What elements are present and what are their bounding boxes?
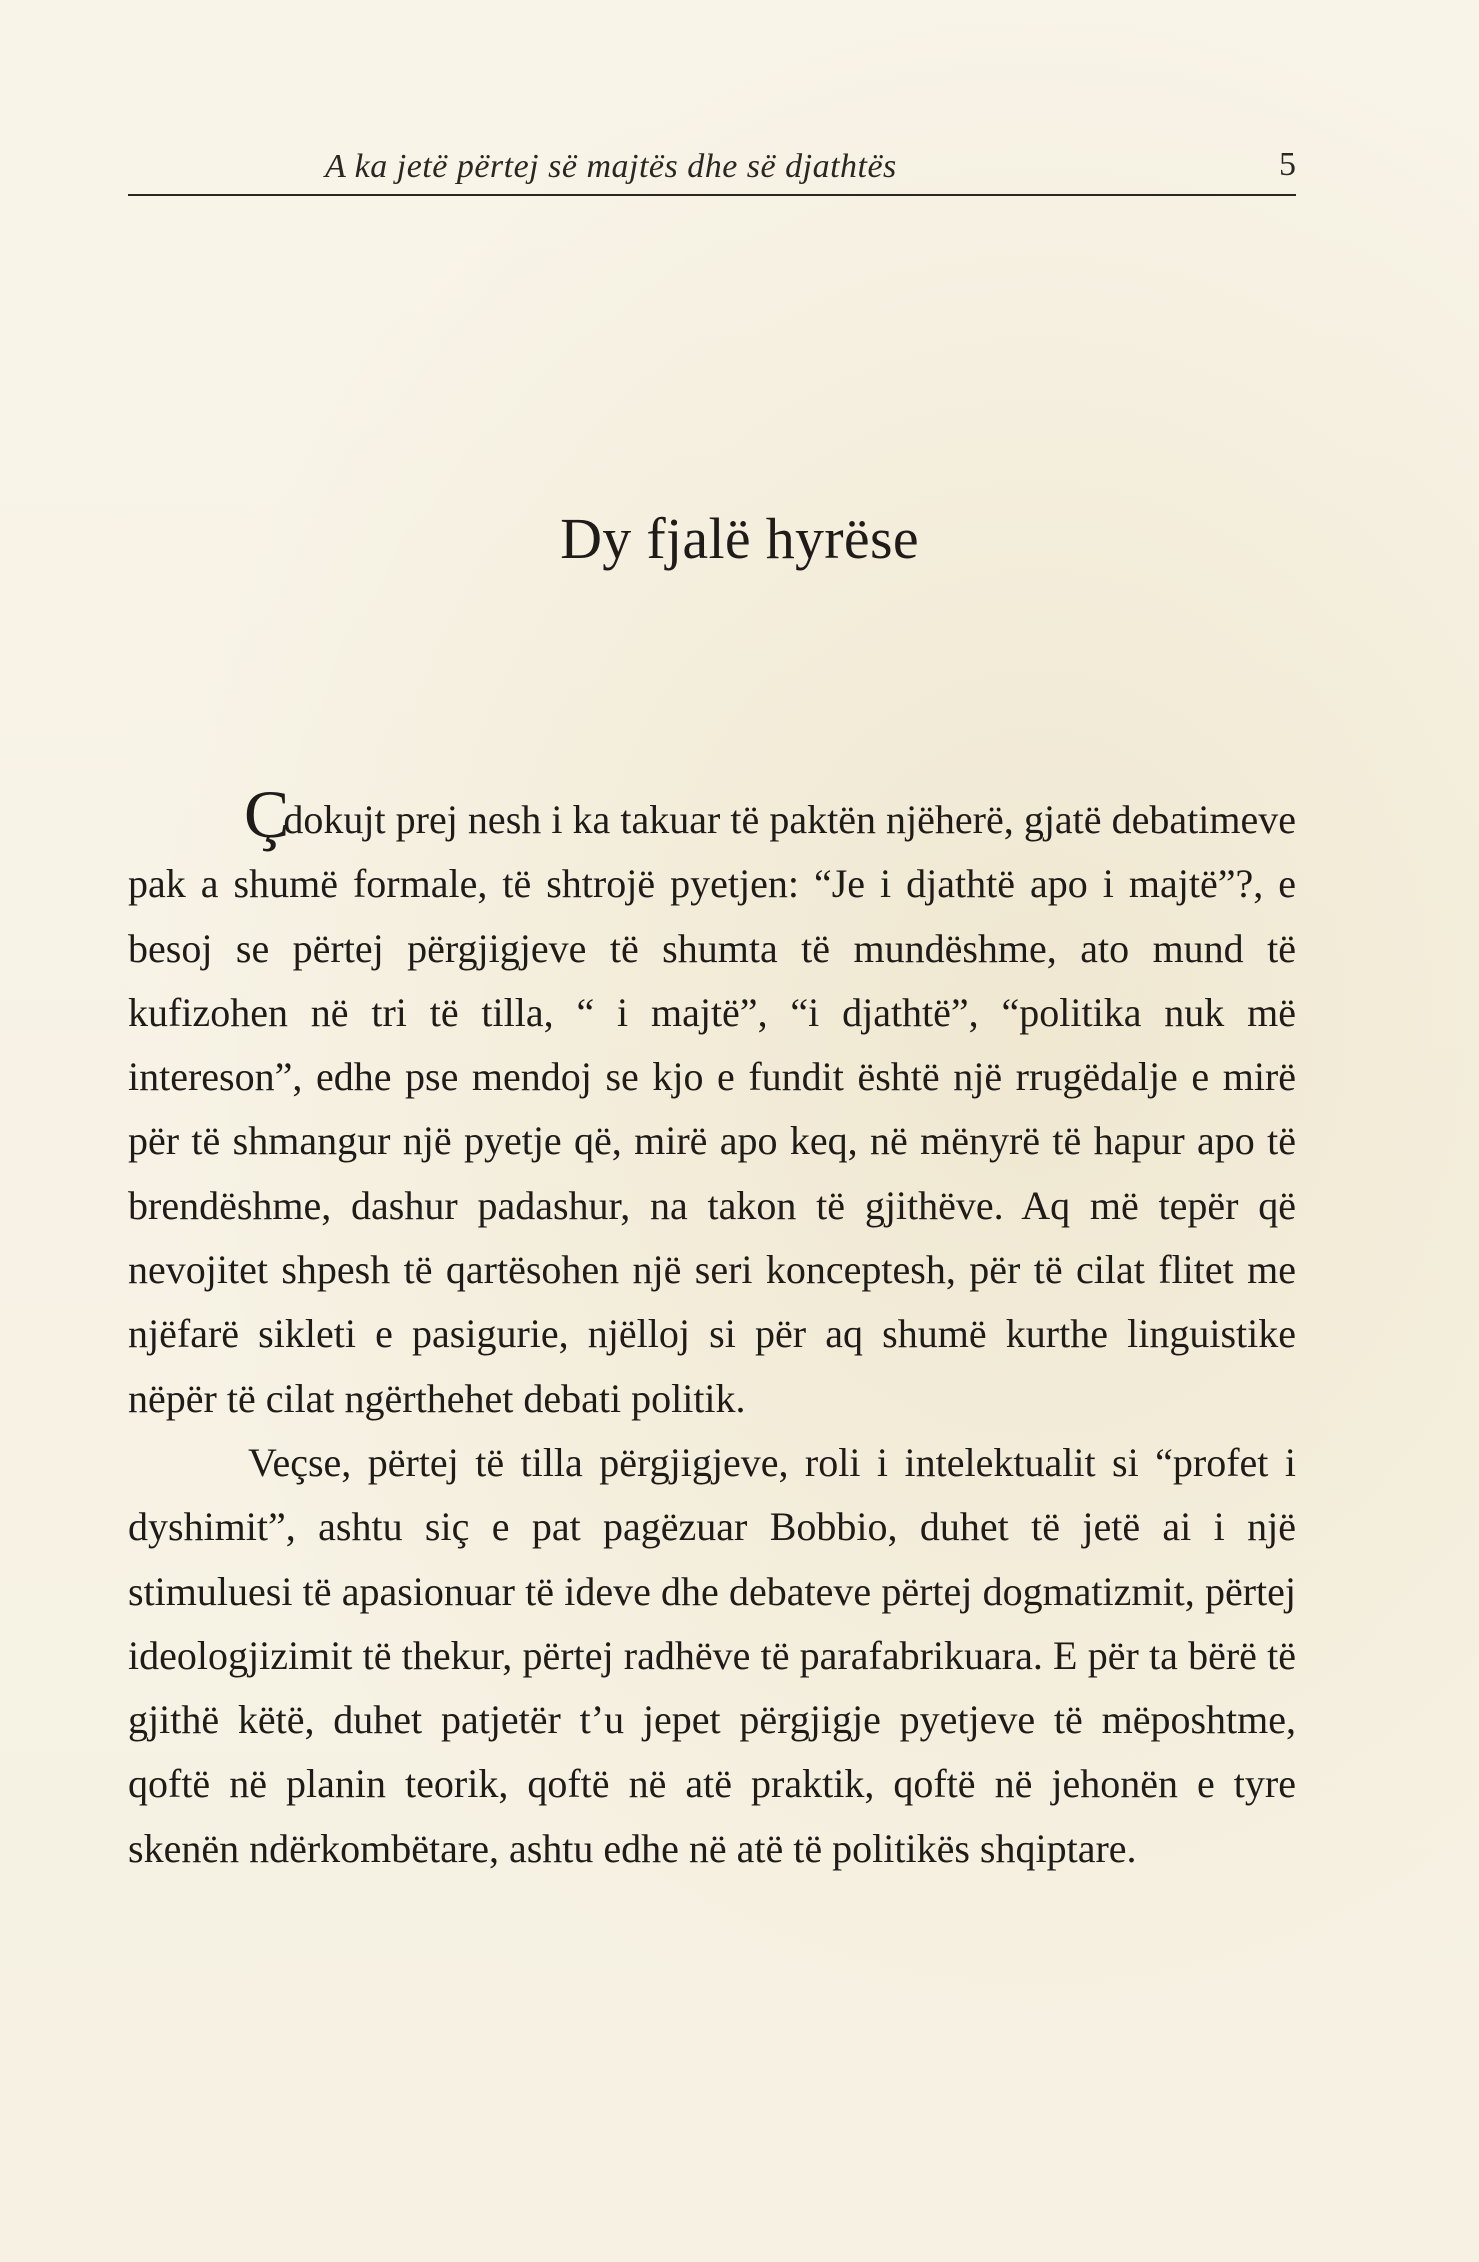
initial-letter: Ç: [244, 776, 284, 852]
running-header: [128, 144, 1296, 196]
chapter-title: Dy fjalë hyrëse: [560, 506, 919, 571]
body-text: [128, 776, 1296, 1881]
running-title: A ka jetë përtej së majtës dhe së djathtës: [325, 148, 897, 185]
page-number: 5: [1279, 146, 1296, 183]
paragraph-1: [128, 776, 1296, 1431]
paragraph-2: Veçse, përtej të tilla përgjigjeve, roli i intelektualit si “profet i dyshimit”, ashtu siç e pat pagëzuar Bobbio, duhet të jetë ai i një stimuluesi të apasionuar të ideve dhe debateve përtej dogmatizmit, përtej ideologjizimit të thekur, përtej radhëve të parafabrikuara. E për ta bërë të gjithë këtë, duhet patjetër t’u jepet përgjigje pyetjeve të mëposhtme, qoftë në planin teorik, qoftë në atë praktik, qoftë në jehonën e tyre skenën ndërkombëtare, ashtu edhe në atë të politikës shqiptare.: [128, 1439, 1296, 1871]
paragraph-1-text: dokujt prej nesh i ka takuar të paktën njëherë, gjatë debatimeve pak a shumë formale, të shtrojë pyetjen: “Je i djathtë apo i majtë”?, e besoj se përtej përgjigjeve të shumta të mundëshme, ato mund të kufizohen në tri të tilla, “ i majtë”, “i djathtë”, “politika nuk më intereson”, edhe pse mendoj se kjo e fundit është një rrugëdalje e mirë për të shmangur një pyetje që, mirë apo keq, në mënyrë të hapur apo të brendëshme, dashur padashur, na takon të gjithëve. Aq më tepër që nevojitet shpesh të qartësohen një seri konceptesh, për të cilat flitet me njëfarë sikleti e pasigurie, njëlloj si për aq shumë kurthe linguistike nëpër të cilat ngërthehet debati politik.: [128, 797, 1296, 1421]
